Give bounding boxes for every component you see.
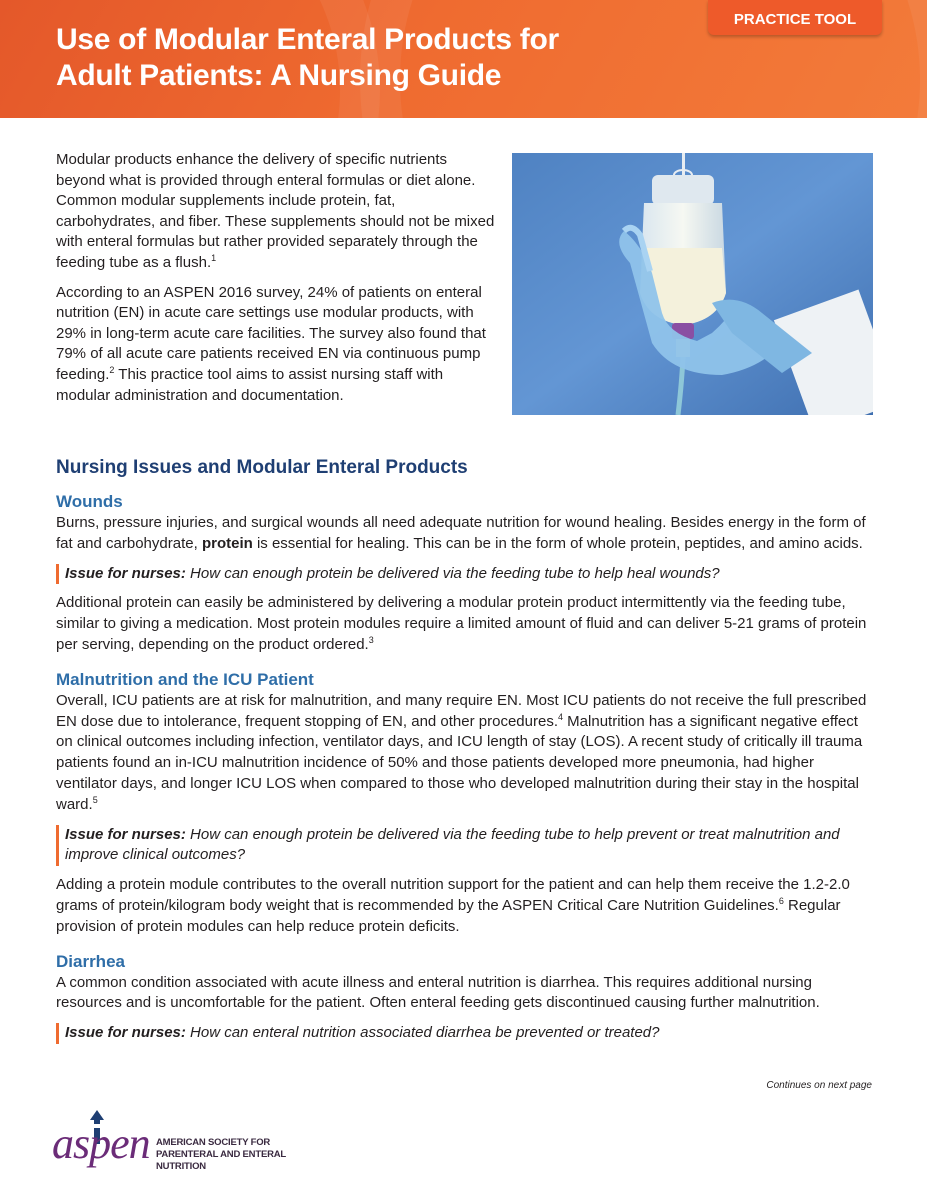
- aspen-wordmark: aspen: [52, 1119, 150, 1168]
- icu-paragraph-1: Overall, ICU patients are at risk for malnutrition, and many require EN. Most ICU patients do not receive the full prescribed EN dose due to intolerance, frequent stopping of EN, and other procedures.$^4$ Malnutrition has a significant negative effect on clinical outcomes including infection, ventilator days, and ICU length of stay (LOS). A recent study of critically ill trauma patients found an in-ICU malnutrition incidence of 50% and those patients developed more pneumonia, had higher ventilator days, and longer ICU LOS when compared to those who developed malnutrition during their stay in the hospital ward.$^5$: [56, 691, 867, 813]
- aspen-logo: [52, 1108, 312, 1172]
- footnote-ref: 5: [92, 794, 98, 805]
- practice-tool-tag: PRACTICE TOOL: [708, 0, 882, 35]
- continues-note: Continues on next page: [766, 1080, 872, 1091]
- section-heading: Nursing Issues and Modular Enteral Products: [56, 457, 468, 478]
- diarrhea-paragraph-1: A common condition associated with acute illness and enteral nutrition is diarrhea. This requires additional nursing resources and is uncomfortable for the patient. Often enteral feeding gets discontinued causing further malnutrition.: [56, 973, 820, 1012]
- footnote-ref: 6: [778, 895, 784, 906]
- page-title: [56, 22, 559, 94]
- icu-paragraph-2: Adding a protein module contributes to the overall nutrition support for the patient and can help them receive the 1.2-2.0 grams of protein/kilogram body weight that is recommended by the ASPEN Critical Care Nutrition Guidelines.$^6$ Regular provision of protein modules can help reduce protein deficits.: [56, 876, 850, 935]
- intro-text: [56, 150, 496, 415]
- title-line-1: Use of Modular Enteral Products for: [56, 23, 559, 56]
- intro-paragraph-2: According to an ASPEN 2016 survey, 24% of patients on enteral nutrition (EN) in acute care settings use modular products, with 29% in long-term acute care facilities. The survey also found that 79% of all acute care patients received EN via continuous pump feeding.$^2$ This practice tool aims to assist nursing staff with modular administration and documentation.: [56, 283, 486, 404]
- title-line-2: Adult Patients: A Nursing Guide: [56, 59, 502, 92]
- organization-name: AMERICAN SOCIETY FOR PARENTERAL AND ENTERAL NUTRITION: [156, 1137, 286, 1172]
- header-banner: [0, 0, 927, 118]
- footnote-ref: 4: [558, 711, 564, 722]
- diarrhea-heading: Diarrhea: [56, 951, 125, 971]
- wounds-paragraph-2: Additional protein can easily be administered by delivering a modular protein product intermittently via the feeding tube, similar to giving a medication. Most protein modules require a limited amount of fluid and can deliver 5-21 grams of protein per serving, depending on the product ordered.$^3$: [56, 594, 867, 653]
- icu-heading: Malnutrition and the ICU Patient: [56, 669, 314, 689]
- feeding-bottle-photo: [512, 153, 873, 415]
- intro-paragraph-1: Modular products enhance the delivery of specific nutrients beyond what is provided through enteral formulas or diet alone. Common modular supplements include protein, fat, carbohydrates, and fiber. These supplements should not be mixed with enteral formulas but rather provided separately through the feeding tube as a flush.$^1$: [56, 151, 495, 271]
- footnote-ref: 1: [211, 252, 217, 263]
- wounds-issue-callout: Issue for nurses: How can enough protein be delivered via the feeding tube to help heal wounds?: [56, 564, 876, 585]
- enteral-feeding-bottle-icon: [512, 153, 873, 415]
- diarrhea-issue-callout: Issue for nurses: How can enteral nutrition associated diarrhea be prevented or treated?: [56, 1023, 876, 1044]
- icu-issue-callout: Issue for nurses: How can enough protein be delivered via the feeding tube to help prevent or treat malnutrition and improve clinical outcomes?: [56, 825, 876, 867]
- footnote-ref: 3: [368, 634, 374, 645]
- wounds-heading: Wounds: [56, 492, 123, 511]
- main-content: [56, 455, 876, 1053]
- wounds-paragraph-1: Burns, pressure injuries, and surgical wounds all need adequate nutrition for wound healing. Besides energy in the form of fat and carbohydrate, protein is essential for healing. This can be in the form of whole protein, peptides, and amino acids.: [56, 514, 866, 552]
- footnote-ref: 2: [109, 364, 115, 375]
